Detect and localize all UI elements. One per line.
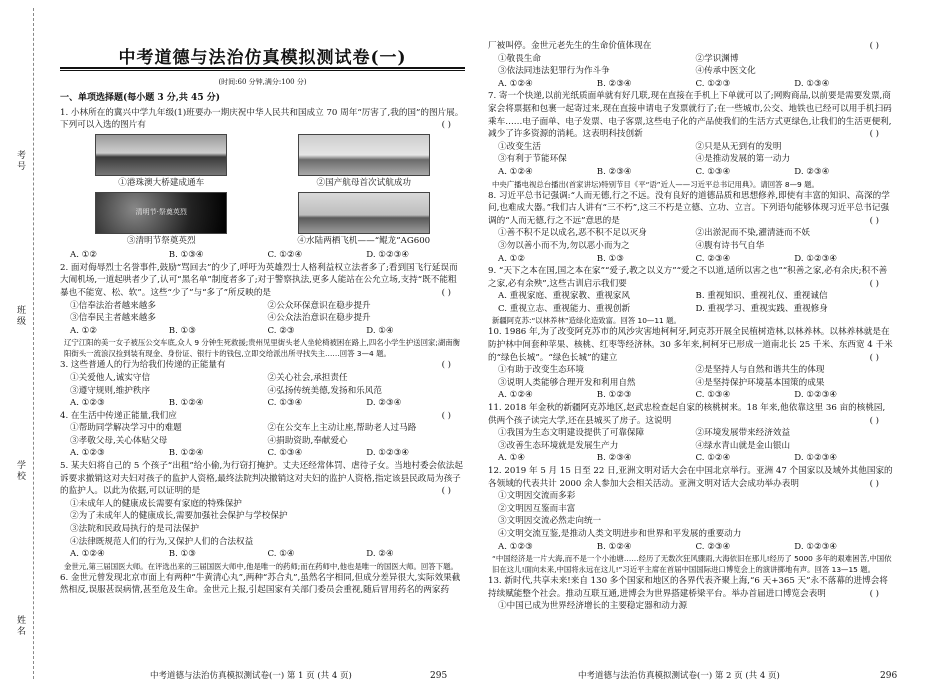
- binding-margin: [0, 0, 56, 687]
- question-1: [60, 107, 465, 132]
- choice-d: D. ②③④: [794, 166, 830, 177]
- question-stem: 1. 小林所在的冀兴中学九年级(1)班要办一期庆祝中华人民共和国成立 70 周年“厉害了,我的国”的图片展。下列可以入选的图片有: [60, 107, 464, 131]
- choice-b: B. ①③: [168, 325, 196, 336]
- question-stem: 4. 在生活中传递正能量,我们应: [60, 410, 177, 421]
- choice-row: [488, 166, 893, 179]
- question-2: [60, 262, 465, 300]
- option-item: ②关心社会,承担责任: [267, 372, 348, 383]
- choice-a: A. ①②③: [498, 541, 533, 552]
- option-grid: [488, 53, 893, 78]
- choice-c: C. ②③④: [695, 541, 731, 552]
- option-item: ①信奉法治者越来越多: [70, 300, 156, 311]
- option-item: ③法院和民政局执行的是司法保护: [70, 524, 199, 535]
- option-grid: [60, 422, 465, 447]
- choice-row: [60, 249, 465, 262]
- question-5: [60, 460, 465, 498]
- option-item: ①敬畏生命: [498, 53, 541, 64]
- answer-paren: ( ): [441, 120, 451, 131]
- option-item: ③孝敬父母,关心体贴父母: [70, 435, 168, 446]
- carrier-photo: [298, 134, 430, 176]
- option-item: ③文明因交流必然走向统一: [498, 516, 602, 527]
- answer-paren: ( ): [441, 410, 451, 421]
- choice-a: A. ①②④: [70, 549, 105, 560]
- question-4: [60, 410, 465, 423]
- choice-b: B. ①②③: [596, 390, 632, 401]
- question-8: [488, 190, 893, 228]
- material-note: 辽宁江阳的美一女子被压公交车底,众人 9 分钟生死救援;贵州见里街头老人坐轮椅被困在路上,四名小学生护送回家;湖南衡阳街头一流浪汉捡到装有现金、身份证、银行卡的钱包,立即交给派出所寻找失主……回答 3—4 题。: [64, 338, 461, 359]
- choice-a: A. ①②④: [498, 78, 533, 89]
- label-exam-number: 考号: [15, 150, 25, 172]
- option-item: ①改变生活: [498, 141, 541, 152]
- page-title: 中考道德与法治仿真模拟测试卷(一): [118, 48, 407, 68]
- figure-carrier: [274, 134, 454, 190]
- choice-d: D. ①②③④: [794, 453, 838, 464]
- question-stem: 6. 金世元曾发现北京市面上有两种“牛黄清心丸”,两种“苏合丸”,虽然名字相同,但成分差异很大,实际效果截然相反,误服甚误病情,甚至危及生命。金世元上报,引起国家有关部门委员会重视,随后冒用药名的两家药: [60, 572, 461, 596]
- choice-d: D. 重视学习、重视实践、重视修身: [695, 303, 828, 314]
- page-subtitle: (时间:60 分钟,满分:100 分): [218, 77, 307, 86]
- choice-b: B. ①②④: [596, 541, 632, 552]
- material-note: “中国经济是一片大海,而不是一个小池塘……经历了无数次狂风骤雨,大海依旧在那儿!经历了 5000 多年的艰难困苦,中国依旧在这儿!面向未来,中国将永远在这儿!”习近平主席在首届中国国际进口博览会上的演讲掷地有声。回答 13—15 题。: [492, 554, 892, 575]
- choice-b: B. ①③: [168, 549, 196, 560]
- choice-row: [60, 325, 465, 338]
- option-grid: [488, 364, 893, 389]
- choice-a: A. ①②: [70, 325, 98, 336]
- seaplane-photo: [298, 192, 430, 234]
- label-school: 学校: [15, 460, 25, 482]
- question-stem: 8. 习近平总书记强调:“人而无德,行之不远。没有良好的道德品质和思想修养,即使有丰富的知识、高深的学问,也难成大器。”我们古人讲有“三不朽”,这三不朽是立德、立功、立言。下列语句能够体现习近平总书记强调的“人而无德,行之不远”意思的是: [488, 190, 890, 226]
- option-item: ①我国为生态文明建设提供了可靠保障: [498, 428, 645, 439]
- answer-paren: ( ): [441, 287, 451, 298]
- choice-a: A. ①②③: [70, 398, 105, 409]
- answer-paren: ( ): [869, 129, 879, 140]
- option-grid: [488, 290, 893, 315]
- choice-d: D. ①②③④: [794, 390, 838, 401]
- question-stem: 12. 2019 年 5 月 15 日至 22 日,亚洲文明对话大会在中国北京举行。亚洲 47 个国家以及域外其他国家的各领域的代表共计 2000 余人参加大会相关活动。亚洲文明对话大会成功举办表明: [488, 466, 893, 489]
- answer-paren: ( ): [441, 360, 451, 371]
- question-12: [488, 465, 893, 490]
- option-item: ②只是从无到有的发明: [695, 141, 782, 152]
- cut-line: [33, 8, 34, 679]
- option-item: ①帮助同学解决学习中的难题: [70, 423, 182, 434]
- choice-a: A. ①②: [70, 250, 98, 261]
- option-grid: [488, 227, 893, 252]
- question-13: [488, 575, 893, 600]
- option-item: ④法律既规范人们的行为,又保护人们的合法权益: [70, 536, 254, 547]
- question-11: [488, 402, 893, 427]
- choice-b: B. ①②④: [168, 398, 204, 409]
- option-grid: [488, 427, 893, 452]
- choice-row: [60, 447, 465, 460]
- option-item: ④绿水青山就是金山银山: [695, 440, 791, 451]
- choice-a: A. ①②④: [498, 166, 533, 177]
- page-right: [488, 40, 893, 613]
- choice-a: A. ①②: [498, 253, 526, 264]
- option-item: ③依法同违法犯罪行为作斗争: [498, 66, 610, 77]
- option-item: ④捐助资助,奉献爱心: [267, 435, 348, 446]
- choice-d: D. ①②③④: [794, 253, 838, 264]
- choice-c: C. ①②④: [695, 453, 731, 464]
- page-number-right: 296: [880, 671, 898, 681]
- option-item: ②环境发展带来经济效益: [695, 428, 791, 439]
- question-stem: 11. 2018 年金秋的新疆阿克苏地区,赵武忠检查起自家的核桃树来。18 年来,他依靠这里 36 亩的核桃园,供两个孩子读完大学,还在县城买了房子。这说明: [488, 403, 886, 426]
- option-item: ①中国已成为世界经济增长的主要稳定器和动力源: [498, 601, 688, 612]
- choice-d: D. ②③④: [366, 398, 402, 409]
- choice-row: [488, 389, 893, 402]
- option-item: ②在公交车上主动让座,帮助老人过马路: [267, 423, 417, 434]
- choice-b: B. ①②④: [168, 448, 204, 459]
- question-stem: 3. 这些普通人的行为给我们传递的正能量有: [60, 360, 226, 371]
- choice-d: D. ②④: [366, 549, 394, 560]
- choice-b: B. ①③④: [168, 250, 204, 261]
- choice-d: D. ①③④: [794, 78, 830, 89]
- material-note: 新疆阿克苏:“以林养林”造绿化造致富。回答 10—11 题。: [492, 316, 681, 326]
- choice-c: C. ①③④: [695, 166, 731, 177]
- choice-d: D. ①②③④: [366, 448, 410, 459]
- question-stem: 10. 1986 年,为了改变阿克苏市的风沙灾害地柯柯牙,阿克苏开展全民植树造林,以林养林。以林养林就是在防护林中间套种苹果、核桃、红枣等经济林。30 多年来,柯柯牙已形成一道南北长 25 千米、东西宽 4 千米的“绿色长城”。“绿色长城”的建立: [488, 327, 893, 363]
- figure-caption: ②国产航母首次试航成功: [316, 177, 412, 188]
- label-class: 班级: [15, 305, 25, 327]
- option-item: ①未成年人的健康成长需要有家庭的特殊保护: [70, 498, 242, 509]
- option-item: ③遵守规则,维护秩序: [70, 385, 151, 396]
- question-6: [60, 572, 465, 597]
- page-left: [60, 44, 465, 597]
- choice-b: B. ②③④: [596, 453, 632, 464]
- choice-row: [488, 541, 893, 554]
- question-stem: 9. “天下之本在国,国之本在家”“爱子,教之以义方”“爱之不以道,适所以害之也”“积善之家,必有余庆;积不善之家,必有余殃”,这些古训启示我们要: [488, 266, 888, 289]
- choice-row: [60, 548, 465, 561]
- option-item: ②为了未成年人的健康成长,需要加强社会保护与学校保护: [70, 511, 288, 522]
- answer-paren: ( ): [869, 215, 879, 226]
- option-item: ③勿以善小而不为,勿以恶小而为之: [498, 240, 630, 251]
- option-item: ④公众法治意识在稳步提升: [267, 313, 371, 324]
- option-item: ③改善生态环境就是发展生产力: [498, 440, 619, 451]
- question-stem: 13. 新时代,共享未来!来自 130 多个国家和地区的各界代表齐聚上海,“6 天+365 天”永不落幕的进博会将持续赋能整个社会。推动互联互通,进博会为世界搭建桥梁平台。举办首届进口博览会表明: [488, 576, 888, 599]
- choice-c: C. ①②③: [695, 78, 731, 89]
- choice-row: [488, 78, 893, 91]
- choice-a: A. 重视家庭、重视家教、重视家风: [498, 291, 630, 302]
- footer-left: 中考道德与法治仿真模拟测试卷(一) 第 1 页 (共 4 页): [150, 671, 352, 681]
- option-item: ③信奉民主者越来越多: [70, 313, 156, 324]
- option-item: ④是坚持保护环境基本国策的成果: [695, 377, 825, 388]
- question-6-continued: [488, 40, 893, 53]
- option-grid: [60, 300, 465, 325]
- choice-b: B. ②③④: [596, 78, 632, 89]
- option-grid: [488, 141, 893, 166]
- question-stem: 2. 面对侮辱烈士名誉事件,鼓励“骂回去”的少了,呼吁为英雄烈士人格利益权立法者多了;看到国飞行延误而大闹机场,一道起哄者少了,认可“黑名单”制度者多了;对于警察执法,更多人能站在公允立场,支持“既不能粗暴也不能宽、松、软”。这些“少了”与“多了”所反映的是: [60, 262, 458, 298]
- figure-caption: ④水陆两栖飞机——“鲲龙”AG600: [297, 235, 431, 246]
- answer-paren: ( ): [869, 478, 879, 489]
- option-item: ①文明因交流而多彩: [498, 491, 576, 502]
- option-item: ④腹有诗书气自华: [695, 240, 765, 251]
- question-stem: 厂被叫停。金世元老先生的生命价值体现在: [488, 41, 652, 51]
- page-number-left: 295: [430, 671, 448, 681]
- choice-c: C. 重视立志、重视能力、重视创新: [498, 303, 631, 314]
- choice-c: C. ①③④: [267, 448, 303, 459]
- choice-row: [488, 253, 893, 266]
- option-item: ④是推动发展的第一动力: [695, 154, 791, 165]
- section-heading: 一、单项选择题(每小题 3 分,共 45 分): [60, 93, 220, 104]
- option-item: ③有利于节能环保: [498, 154, 567, 165]
- option-item: ②公众环保意识在稳步提升: [267, 300, 371, 311]
- figure-poster: [71, 192, 251, 248]
- choice-b: B. ①③: [596, 253, 624, 264]
- footer-right: 中考道德与法治仿真模拟测试卷(一) 第 2 页 (共 4 页): [578, 671, 780, 681]
- label-name: 姓名: [15, 615, 25, 637]
- question-10: [488, 326, 893, 364]
- answer-paren: ( ): [869, 588, 879, 599]
- option-item: ③说明人类能够合理开发和利用自然: [498, 377, 636, 388]
- material-note: 金世元,第三届国医大师。在评选出来的三届国医大师中,他是唯一的药师;而在药师中,他也是唯一的国医大师。回答下题。: [64, 561, 458, 571]
- question-9: [488, 265, 893, 290]
- option-item: ①关爱他人,诚实守信: [70, 372, 151, 383]
- question-stem: 5. 某夫妇将自己的 5 个孩子“出租”给小偷,为行窃打掩护。丈夫还经常体罚、虐待子女。当地村委会依法起诉要求撤销这对夫妇对孩子的监护人资格,最终法院判决撤销这对夫妇的监护人资格,指定该县民政局为孩子的监护人。以此为依据,可以证明的是: [60, 461, 463, 497]
- poster-text: 清明节·祭奠英烈: [135, 208, 187, 217]
- choice-a: A. ①②③: [70, 448, 105, 459]
- choice-c: C. ②③④: [695, 253, 731, 264]
- option-item: ④弘扬传统美德,发扬和乐风范: [267, 385, 382, 396]
- option-item: ④文明交流互鉴,是推动人类文明进步和世界和平发展的重要动力: [498, 528, 742, 539]
- answer-paren: ( ): [869, 41, 879, 51]
- figure-bridge: [71, 134, 251, 190]
- figure-seaplane: [274, 192, 454, 248]
- option-item: ④传承中医文化: [695, 66, 756, 77]
- figure-caption: ①港珠澳大桥建成通车: [118, 177, 205, 188]
- material-note: 中央广播电视总台播出(首家讲坛)特别节目《平“语”近人——习近平总书记用典》。请回答 8—9 题。: [492, 179, 819, 189]
- choice-c: C. ①②④: [267, 250, 303, 261]
- answer-paren: ( ): [869, 352, 879, 363]
- option-grid: [60, 372, 465, 397]
- figure-row: [60, 134, 465, 190]
- answer-paren: ( ): [869, 415, 879, 426]
- question-3: [60, 359, 465, 372]
- question-7: [488, 90, 893, 140]
- choice-b: B. ②③④: [596, 166, 632, 177]
- option-item: ①善不积不足以成名,恶不积不足以灭身: [498, 228, 647, 239]
- bridge-photo: [95, 134, 227, 176]
- choice-a: A. ①②④: [498, 390, 533, 401]
- choice-c: C. ②③: [267, 325, 295, 336]
- option-item: ②是坚持人与自然和谐共生的体现: [695, 365, 825, 376]
- choice-c: C. ①③④: [695, 390, 731, 401]
- choice-c: C. ①④: [267, 549, 295, 560]
- choice-b: B. 重视知识、重视礼仪、重视诚信: [695, 291, 828, 302]
- option-item: ①有助于改变生态环境: [498, 365, 584, 376]
- qingming-poster: [95, 192, 227, 234]
- choice-row: [60, 397, 465, 410]
- choice-d: D. ①②③④: [794, 541, 838, 552]
- question-stem: 7. 寄一个快递,以前光纸质面单就有好几联,现在直接在手机上下单就可以了;网购商品,以前要是需要发票,商家会将票据和包裹一起寄过来,现在直接申请电子发票就行了;在一些城市,公交、地铁也已经可以用手机扫码乘车……电子面单、电子发票、电子客票,这些电子化的产品使我们的生活方式更绿色,让我们的生活更便利,减少了许多资源的消耗。这表明科技创新: [488, 91, 892, 140]
- option-item: ②出淤泥而不染,濯清涟而不妖: [695, 228, 810, 239]
- option-item: ②学识渊博: [695, 53, 739, 64]
- choice-a: A. ①④: [498, 453, 526, 464]
- answer-paren: ( ): [441, 486, 451, 497]
- choice-c: C. ①③④: [267, 398, 303, 409]
- choice-row: [488, 452, 893, 465]
- answer-paren: ( ): [869, 278, 879, 289]
- figure-caption: ③清明节祭奠英烈: [126, 235, 196, 246]
- choice-d: D. ①②③④: [366, 250, 410, 261]
- figure-row: [60, 192, 465, 248]
- option-item: ②文明因互鉴而丰富: [498, 503, 576, 514]
- choice-d: D. ①④: [366, 325, 394, 336]
